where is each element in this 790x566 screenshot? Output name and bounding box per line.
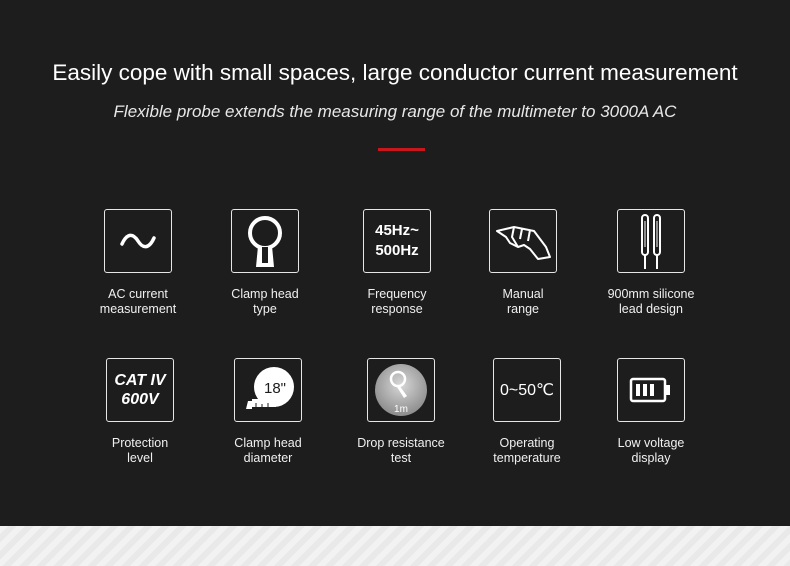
feature-frequency <box>332 209 462 317</box>
feature-label: Drop resistance test <box>357 436 445 465</box>
tape-measure-icon <box>234 358 302 422</box>
thermometer-icon: 0~50℃ <box>493 358 561 422</box>
feature-operating-temperature <box>462 358 592 466</box>
hand-icon <box>489 209 557 273</box>
drop-test-icon <box>367 358 435 422</box>
svg-text:1m: 1m <box>394 404 408 415</box>
feature-protection-level <box>75 358 205 466</box>
frequency-icon: 45Hz~ 500Hz <box>363 209 431 273</box>
footer-stripe <box>0 526 790 566</box>
feature-label: Frequency response <box>367 287 427 316</box>
accent-divider <box>378 148 425 151</box>
feature-manual-range <box>458 209 588 317</box>
sine-wave-icon <box>104 209 172 273</box>
feature-label: Protection level <box>111 436 169 465</box>
clamp-head-icon <box>231 209 299 273</box>
feature-label: Low voltage display <box>617 436 685 465</box>
feature-low-voltage-display <box>586 358 716 466</box>
feature-lead-design <box>586 209 716 317</box>
headline: Easily cope with small spaces, large conductor current measurement <box>52 60 738 85</box>
svg-text:18": 18" <box>263 380 287 397</box>
feature-clamp-diameter <box>203 358 333 466</box>
subheadline: Flexible probe extends the measuring range of the multimeter to 3000A AC <box>113 102 677 121</box>
feature-label: AC current measurement <box>99 287 177 316</box>
feature-ac-current <box>73 209 203 317</box>
feature-drop-resistance <box>336 358 466 466</box>
feature-label: Clamp head diameter <box>234 436 302 465</box>
feature-label: 900mm silicone lead design <box>607 287 695 316</box>
feature-clamp-head-type <box>200 209 330 317</box>
feature-label: Manual range <box>502 287 544 316</box>
feature-label: Clamp head type <box>231 287 299 316</box>
feature-label: Operating temperature <box>493 436 561 465</box>
test-leads-icon <box>617 209 685 273</box>
cat-rating-icon: CAT IV 600V <box>106 358 174 422</box>
battery-icon <box>617 358 685 422</box>
